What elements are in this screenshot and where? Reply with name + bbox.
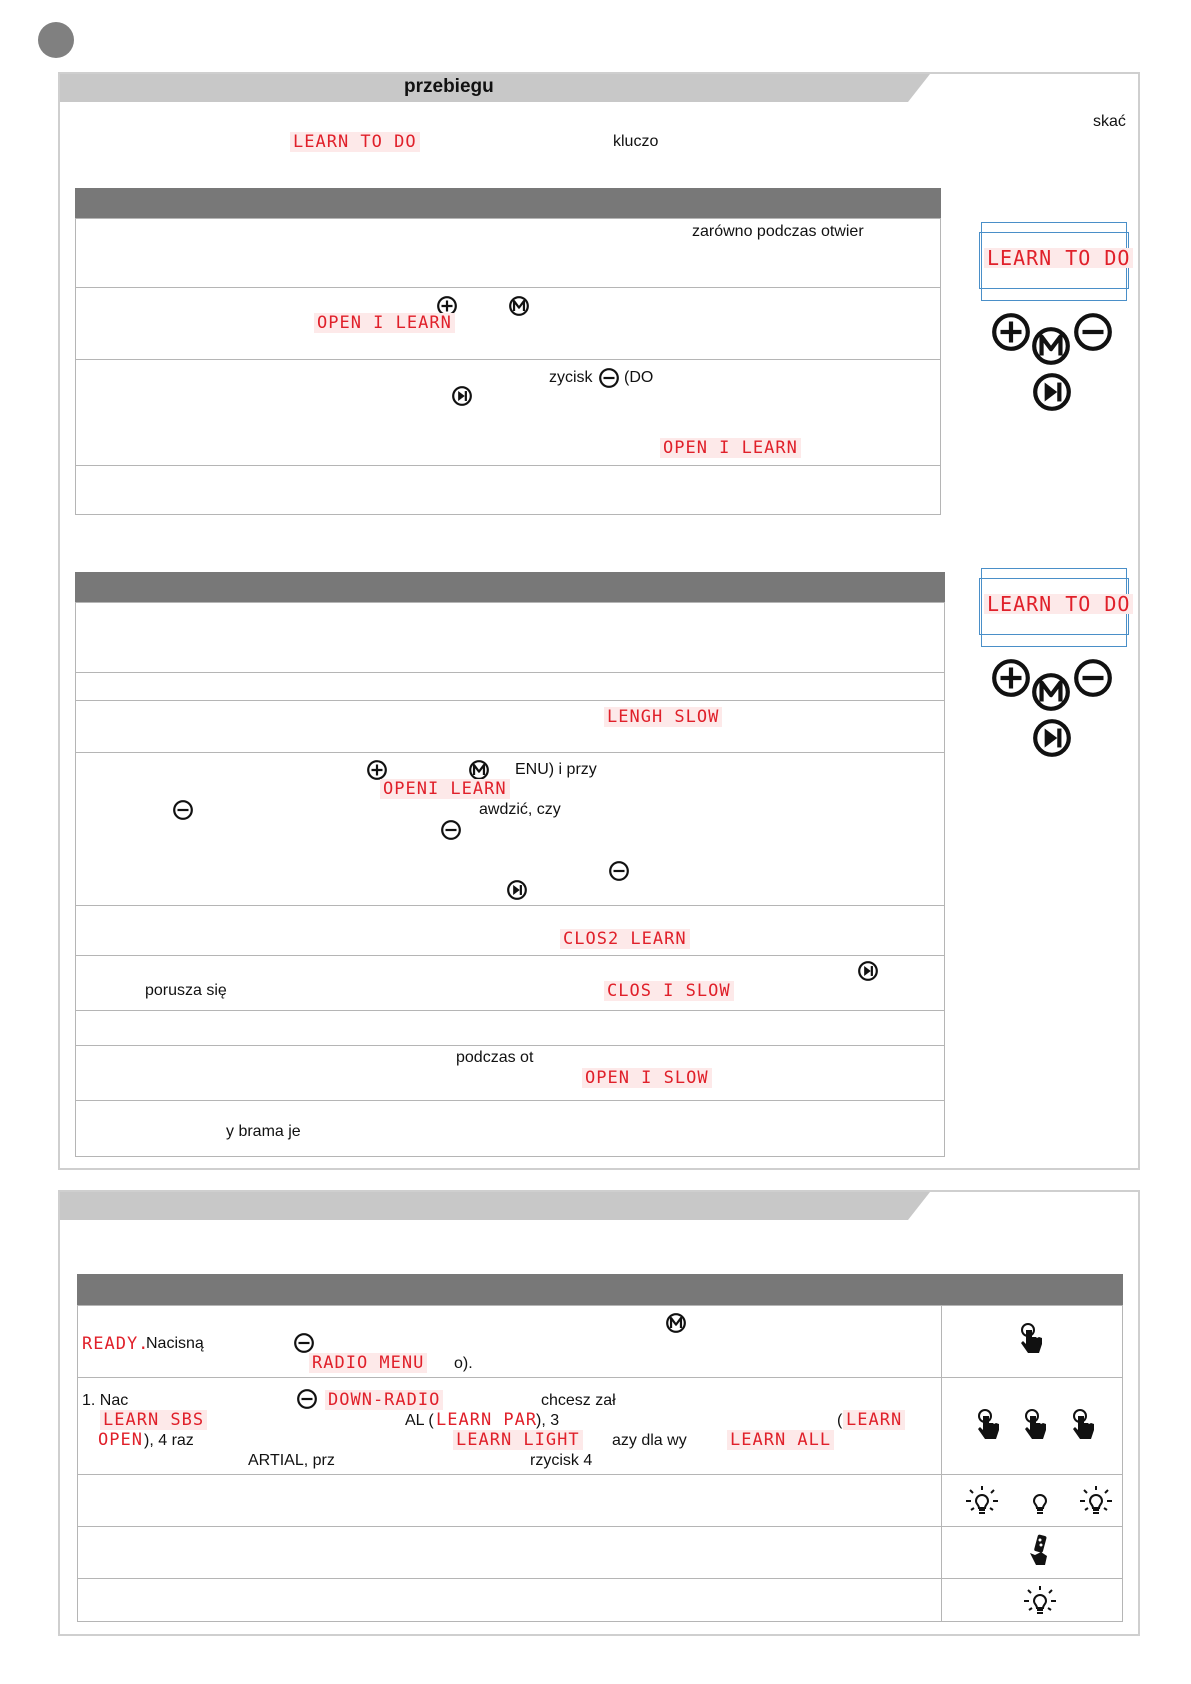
table-2-row-8-lcd: OPEN I SLOW bbox=[582, 1068, 712, 1088]
menu-m-icon bbox=[1030, 671, 1072, 713]
table-3-row-2-lcd-2: LEARN SBS bbox=[100, 1410, 207, 1430]
table-3-row-2-lcd-5: OPEN bbox=[98, 1430, 143, 1450]
table-3-row-1-lcd-2: RADIO MENU bbox=[309, 1353, 427, 1373]
light-bulb-icon bbox=[1020, 1481, 1060, 1521]
page-marker-circle bbox=[38, 22, 74, 58]
table-2-row-9-text: y brama je bbox=[226, 1123, 301, 1140]
intro-text-right: skać bbox=[1093, 113, 1126, 130]
table-1-row-1-text: zarówno podczas otwier bbox=[692, 223, 864, 240]
table-3-row-1-text-2: o). bbox=[454, 1355, 473, 1372]
plus-circle-icon bbox=[990, 311, 1032, 353]
hand-press-icon bbox=[974, 1408, 1004, 1444]
table-3-row-2-text-8: ARTIAL, prz bbox=[248, 1452, 335, 1469]
minus-circle-icon bbox=[1072, 311, 1114, 353]
table-3-row-2-lcd-4: LEARN bbox=[843, 1410, 905, 1430]
table-3-row-divider bbox=[77, 1474, 1123, 1475]
light-bulb-on-icon bbox=[1020, 1581, 1060, 1621]
section-1-banner bbox=[60, 74, 930, 102]
table-3-row-2-text-5: ( bbox=[837, 1412, 843, 1429]
table-1-row-divider bbox=[75, 359, 941, 360]
table-2-row-divider bbox=[75, 955, 945, 956]
play-next-icon bbox=[1031, 717, 1073, 759]
display-lcd-1: LEARN TO DO bbox=[984, 248, 1133, 268]
hand-press-icon bbox=[1069, 1408, 1099, 1444]
light-bulb-on-icon bbox=[962, 1481, 1002, 1521]
table-1-row-3-text-1: zycisk bbox=[549, 369, 593, 386]
intro-lcd: LEARN TO DO bbox=[290, 132, 420, 152]
table-3-col-divider bbox=[941, 1305, 942, 1622]
table-3-row-2-text-3: AL ( bbox=[405, 1412, 434, 1429]
menu-m-icon bbox=[665, 1312, 687, 1334]
table-3-row-2-lcd-7: LEARN ALL bbox=[727, 1430, 834, 1450]
table-1-row-3-text-2: (DO bbox=[624, 369, 654, 386]
table-3-row-2-text-7: azy dla wy bbox=[612, 1432, 687, 1449]
minus-circle-icon bbox=[598, 367, 620, 389]
play-next-icon bbox=[506, 879, 528, 901]
intro-text-mid: kluczo bbox=[613, 133, 659, 150]
table-2-row-4-text-1: ENU) i przy bbox=[515, 761, 597, 778]
table-3 bbox=[77, 1305, 1123, 1622]
table-2-row-divider bbox=[75, 700, 945, 701]
table-1-row-divider bbox=[75, 465, 941, 466]
table-3-row-2-lcd-3: LEARN PAR bbox=[436, 1410, 538, 1430]
table-3-row-divider bbox=[77, 1377, 1123, 1378]
table-3-row-2-lcd-1: DOWN-RADIO bbox=[325, 1390, 443, 1410]
table-1 bbox=[75, 218, 941, 515]
table-1-header bbox=[75, 188, 941, 218]
remote-hand-icon bbox=[1024, 1533, 1054, 1569]
minus-circle-icon bbox=[293, 1332, 315, 1354]
plus-circle-icon bbox=[366, 759, 388, 781]
table-1-row-3-lcd: OPEN I LEARN bbox=[660, 438, 801, 458]
display-lcd-2: LEARN TO DO bbox=[984, 594, 1133, 614]
table-2-row-divider bbox=[75, 672, 945, 673]
table-3-row-2-text-6: ), 4 raz bbox=[144, 1432, 194, 1449]
table-2-header bbox=[75, 572, 945, 602]
table-2-row-8-text: podczas ot bbox=[456, 1049, 534, 1066]
table-3-row-divider bbox=[77, 1526, 1123, 1527]
menu-m-icon bbox=[468, 759, 490, 781]
play-next-icon bbox=[1031, 371, 1073, 413]
section-1-title: przebiegu bbox=[404, 76, 494, 97]
table-3-row-divider bbox=[77, 1578, 1123, 1579]
minus-circle-icon bbox=[172, 799, 194, 821]
table-3-row-1-lcd-1: READY. bbox=[82, 1334, 150, 1354]
menu-m-icon bbox=[1030, 325, 1072, 367]
table-3-row-2-text-4: ), 3 bbox=[536, 1412, 560, 1429]
table-2-row-divider bbox=[75, 905, 945, 906]
table-2-row-6-text: porusza się bbox=[145, 982, 227, 999]
table-2-row-6-lcd: CLOS I SLOW bbox=[604, 981, 734, 1001]
table-3-row-1-text-1: Nacisną bbox=[146, 1335, 204, 1352]
table-3-row-2-text-2: chcesz zał bbox=[541, 1392, 616, 1409]
table-2-row-divider bbox=[75, 752, 945, 753]
hand-press-icon bbox=[1021, 1408, 1051, 1444]
table-2-row-5-lcd: CLOS2 LEARN bbox=[560, 929, 690, 949]
table-2-row-divider bbox=[75, 1010, 945, 1011]
plus-circle-icon bbox=[990, 657, 1032, 699]
minus-circle-icon bbox=[440, 819, 462, 841]
table-3-row-2-lcd-6: LEARN LIGHT bbox=[453, 1430, 583, 1450]
minus-circle-icon bbox=[1072, 657, 1114, 699]
table-2-row-divider bbox=[75, 1100, 945, 1101]
play-next-icon bbox=[451, 385, 473, 407]
minus-circle-icon bbox=[296, 1388, 318, 1410]
table-3-row-2-text-9: rzycisk 4 bbox=[530, 1452, 593, 1469]
minus-circle-icon bbox=[608, 860, 630, 882]
menu-m-icon bbox=[508, 295, 530, 317]
table-1-row-divider bbox=[75, 287, 941, 288]
hand-press-icon bbox=[1017, 1322, 1047, 1358]
section-3-banner bbox=[60, 1192, 930, 1220]
table-2-row-divider bbox=[75, 1045, 945, 1046]
table-1-row-2-lcd: OPEN I LEARN bbox=[314, 313, 455, 333]
table-2-row-3-lcd: LENGH SLOW bbox=[604, 707, 722, 727]
table-3-header bbox=[77, 1274, 1123, 1305]
table-2-row-4-lcd: OPENI LEARN bbox=[380, 779, 510, 799]
table-2-row-4-text-2: awdzić, czy bbox=[479, 801, 561, 818]
play-next-icon bbox=[857, 960, 879, 982]
light-bulb-on-icon bbox=[1076, 1481, 1116, 1521]
table-3-row-2-text-1: 1. Nac bbox=[82, 1392, 129, 1409]
